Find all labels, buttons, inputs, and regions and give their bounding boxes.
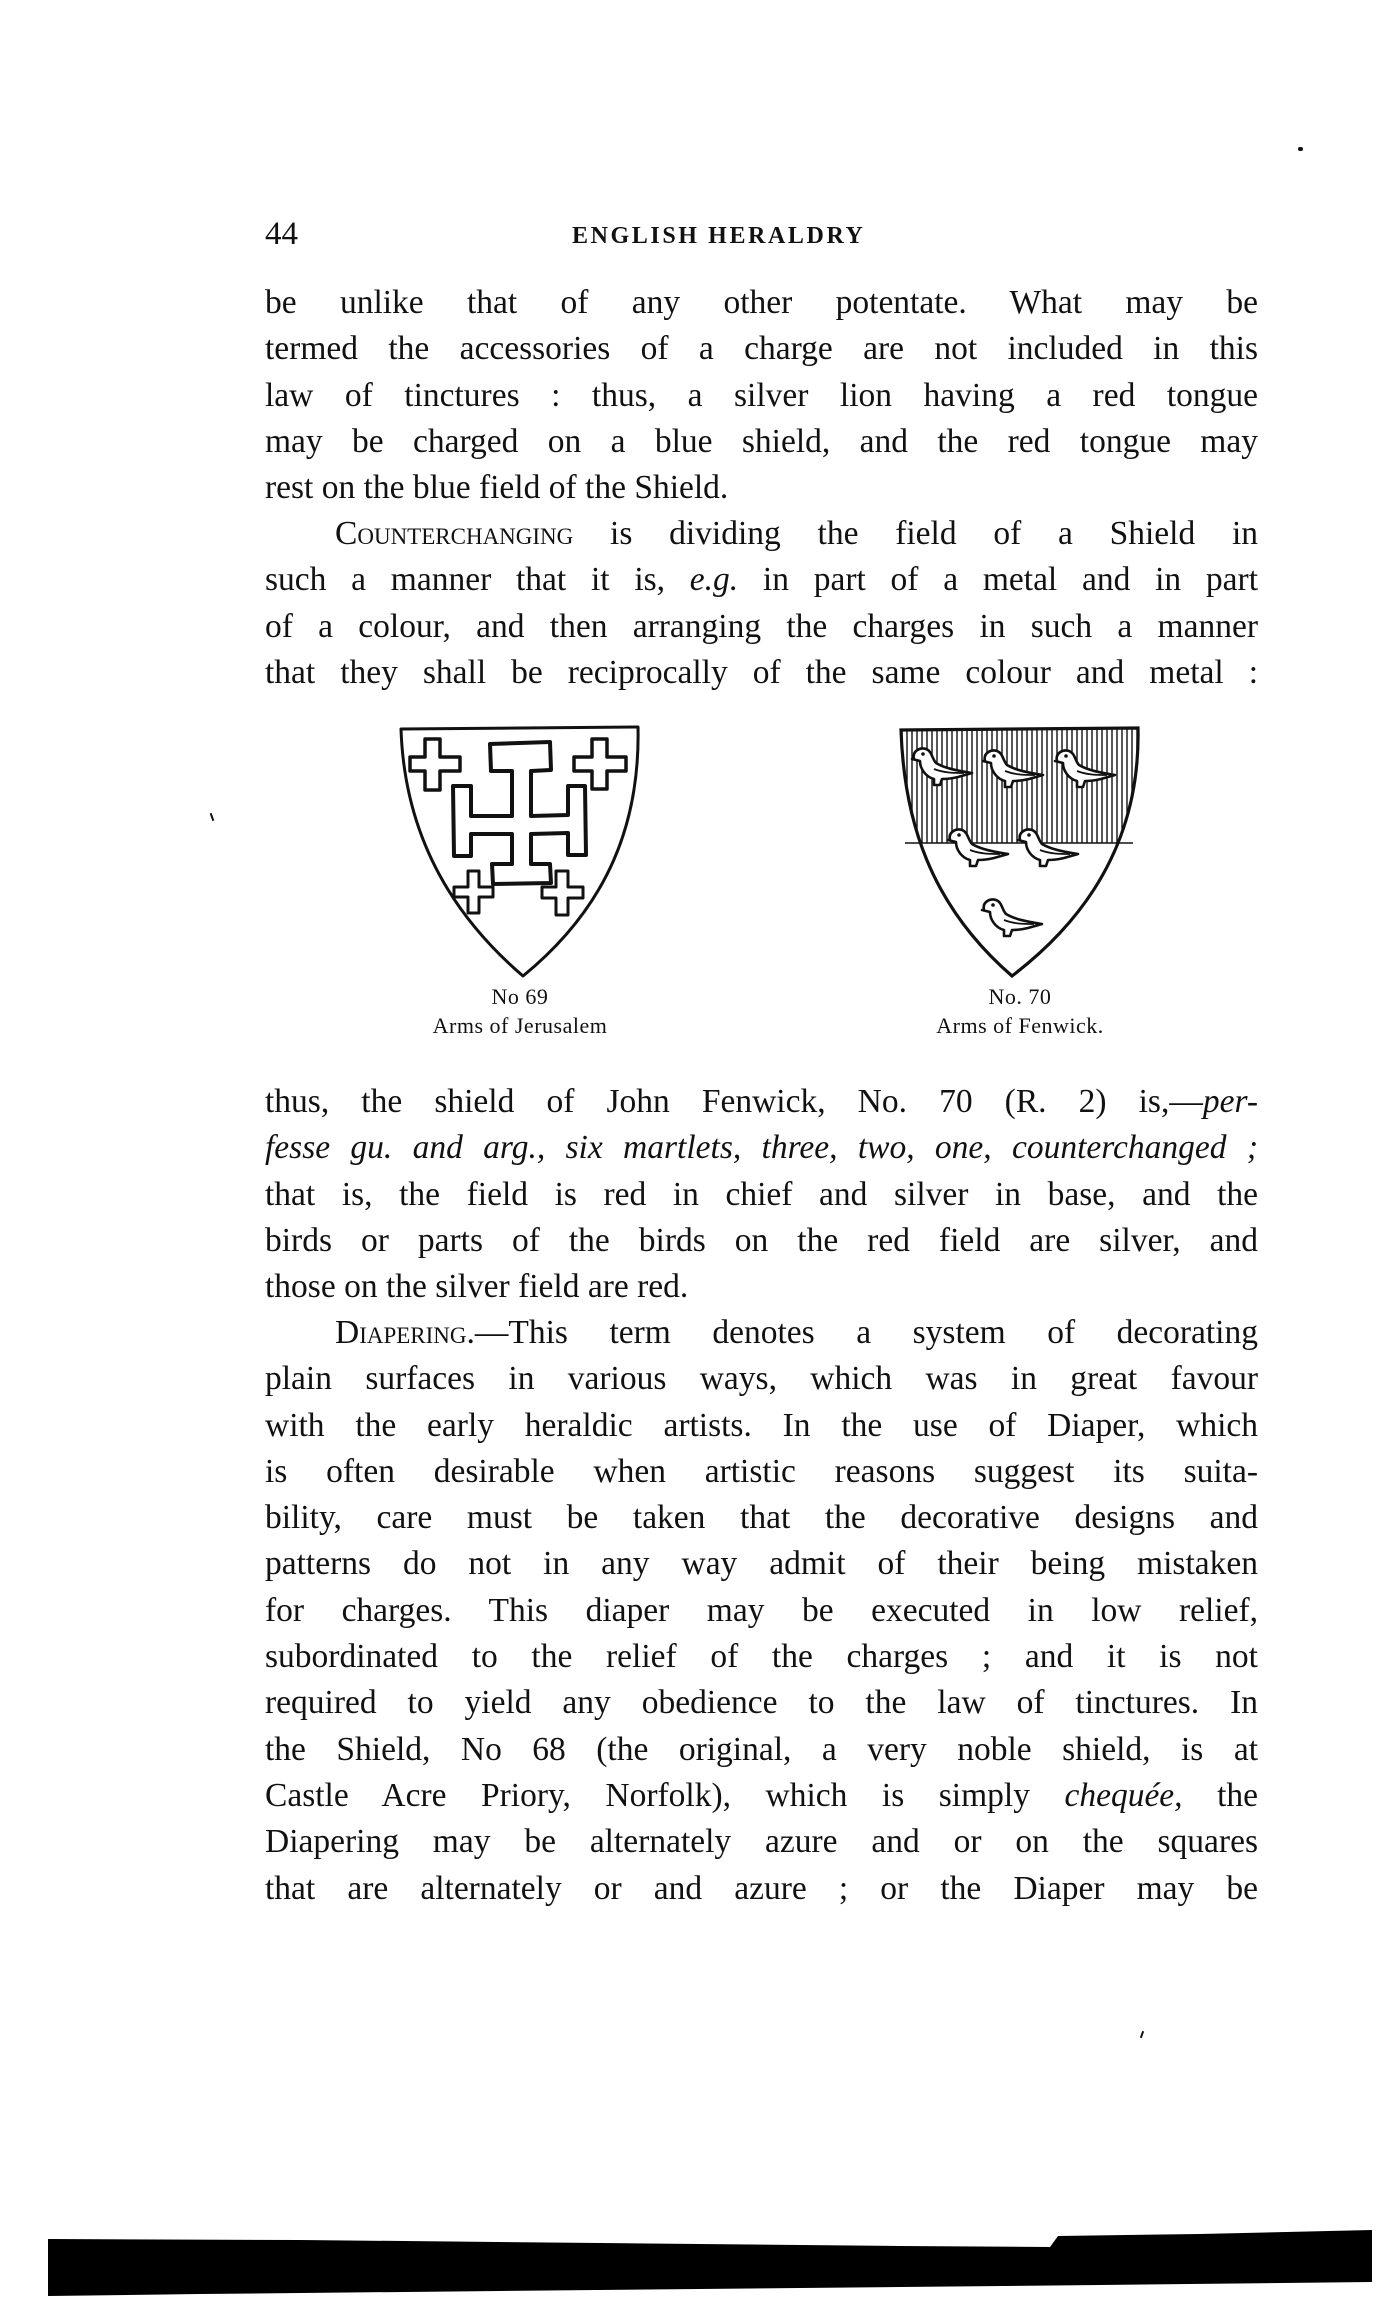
term-chequee: chequée,	[1064, 1776, 1183, 1814]
text-line: Diapering.—This term denotes a system of decorating	[335, 1314, 1258, 1351]
text-line: Castle Acre Priory, Norfolk), which is simply chequée, the	[265, 1776, 1258, 1814]
text-line: of a colour, and then arranging the charges in such a manner	[265, 607, 1258, 645]
text-line: Diapering may be alternately azure and or on the squares	[265, 1823, 1258, 1861]
figure-number: No 69	[491, 984, 549, 1009]
text-line: required to yield any obedience to the law of tinctures. In	[265, 1684, 1258, 1722]
text-line: Counterchanging is dividing the field of a Shield in	[335, 515, 1258, 552]
text-line: those on the silver field are red.	[265, 1268, 689, 1306]
text-line: thus, the shield of John Fenwick, No. 70 (R. 2) is,—per-	[265, 1083, 1258, 1120]
page-number: 44	[265, 216, 298, 252]
text-line: law of tinctures : thus, a silver lion having a red tongue	[265, 376, 1258, 414]
text-line: that is, the field is red in chief and silver in base, and the	[265, 1175, 1258, 1213]
text-line: birds or parts of the birds on the red field are silver, and	[265, 1221, 1258, 1259]
text-line: that are alternately or and azure ; or the Diaper may be	[265, 1869, 1258, 1907]
text-line: bility, care must be taken that the decorative designs and	[265, 1499, 1258, 1537]
figure-title: Arms of Jerusalem	[432, 1013, 608, 1038]
term-counterchanging: Counterchanging	[335, 515, 574, 552]
text-line: may be charged on a blue shield, and the red tongue may	[265, 422, 1258, 460]
figure-number: No. 70	[988, 984, 1052, 1009]
text-line: patterns do not in any way admit of their being mistaken	[265, 1545, 1258, 1583]
figure-title: Arms of Fenwick.	[936, 1013, 1104, 1038]
text-line: termed the accessories of a charge are not included in this	[265, 330, 1258, 368]
text-line: with the early heraldic artists. In the use of Diaper, which	[265, 1406, 1258, 1444]
term-diapering: Diapering.	[335, 1314, 475, 1351]
text-line: be unlike that of any other potentate. What may be	[265, 284, 1258, 321]
text-line: that they shall be reciprocally of the same colour and metal :	[265, 653, 1258, 691]
blazon-line: fesse gu. and arg., six martlets, three, two, one, counterchanged ;	[265, 1129, 1258, 1167]
text-line: for charges. This diaper may be executed in low relief,	[265, 1591, 1258, 1629]
text-line: such a manner that it is, e.g. in part of a metal and in part	[265, 561, 1258, 599]
abbrev-eg: e.g.	[689, 561, 739, 599]
text-line: subordinated to the relief of the charges ; and it is not	[265, 1638, 1258, 1676]
text-line: is often desirable when artistic reasons suggest its suita-	[265, 1452, 1258, 1490]
text-line: plain surfaces in various ways, which was in great favour	[265, 1360, 1258, 1398]
running-title: ENGLISH HERALDRY	[572, 223, 866, 249]
text-line: rest on the blue field of the Shield.	[265, 469, 729, 507]
text-line: the Shield, No 68 (the original, a very noble shield, is at	[265, 1730, 1258, 1768]
